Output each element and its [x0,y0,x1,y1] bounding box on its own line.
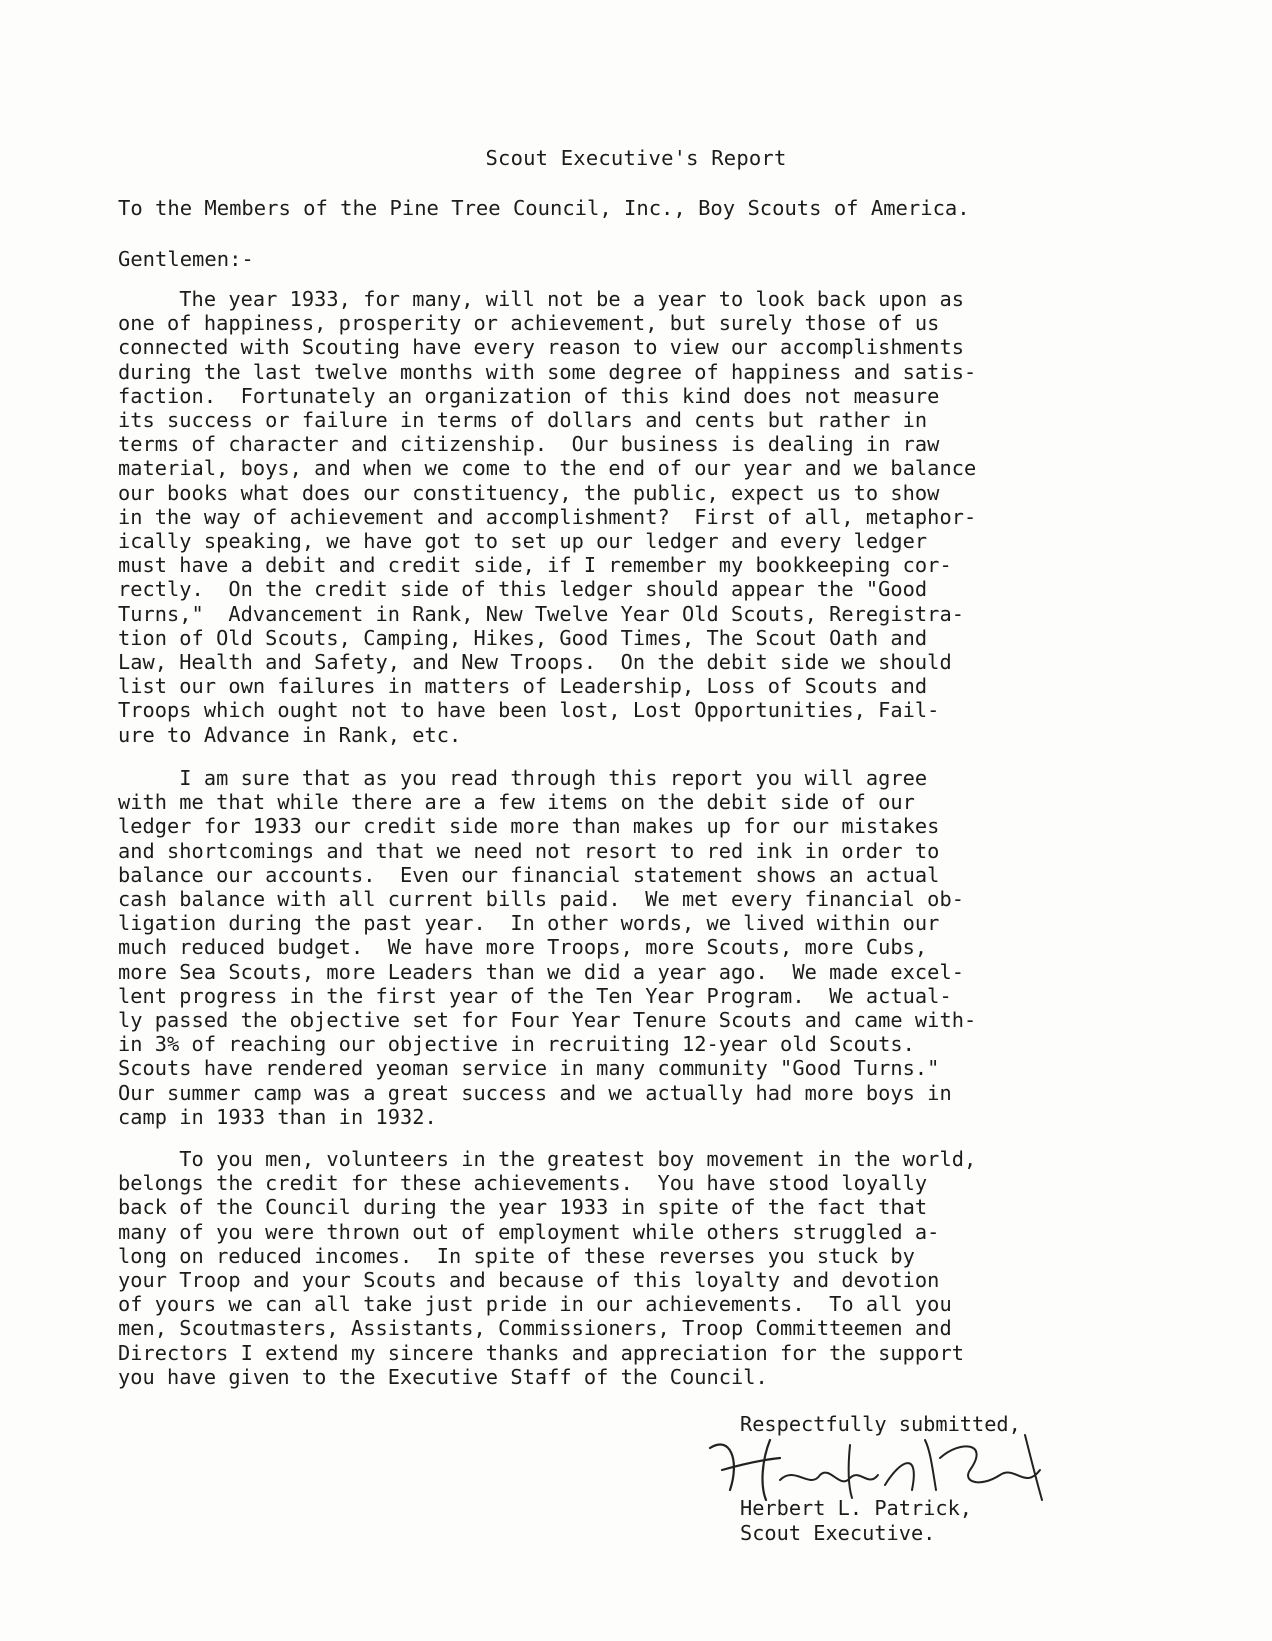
paragraph-1: The year 1933, for many, will not be a year to look back upon as one of happiness, prosperity or achievement, but surely those of us connected with Scouting have every reason to view our accomplishments during the last twelve months with some degree of happiness and satis- faction. Fortunately an organization of this kind does not measure its success or failure in terms of dollars and cents but rather in terms of character and citizenship. Our business is dealing in raw material, boys, and when we come to the end of our year and we balance our books what does our constituency, the public, expect us to show in the way of achievement and accomplishment? First of all, metaphor- ically speaking, we have got to set up our ledger and every ledger must have a debit and credit side, if I remember my bookkeeping cor- rectly. On the credit side of this ledger should appear the "Good Turns," Advancement in Rank, New Twelve Year Old Scouts, Reregistra- tion of Old Scouts, Camping, Hikes, Good Times, The Scout Oath and Law, Health and Safety, and New Troops. On the debit side we should list our own failures in matters of Leadership, Loss of Scouts and Troops which ought not to have been lost, Lost Opportunities, Fail- ure to Advance in Rank, etc. [118,287,977,747]
addressee-line: To the Members of the Pine Tree Council, Inc., Boy Scouts of America. [118,196,970,220]
signature-block [740,1496,972,1546]
signer-name: Herbert L. Patrick, [740,1496,972,1520]
document-title: Scout Executive's Report [485,146,787,170]
paragraph-2: I am sure that as you read through this report you will agree with me that while there are a few items on the debit side of our ledger for 1933 our credit side more than makes up for our mistakes and shortcomings and that we need not resort to red ink in order to balance our accounts. Even our financial statement shows an actual cash balance with all current bills paid. We met every financial ob- ligation during the past year. In other words, we lived within our much reduced budget. We have more Troops, more Scouts, more Cubs, more Sea Scouts, more Leaders than we did a year ago. We made excel- lent progress in the first year of the Ten Year Program. We actual- ly passed the objective set for Four Year Tenure Scouts and came with- in 3% of reaching our objective in recruiting 12-year old Scouts. Scouts have rendered yeoman service in many community "Good Turns." Our summer camp was a great success and we actually had more boys in camp in 1933 than in 1932. [118,766,977,1129]
paragraph-3: To you men, volunteers in the greatest boy movement in the world, belongs the credit for these achievements. You have stood loyally back of the Council during the year 1933 in spite of the fact that many of you were thrown out of employment while others struggled a- long on reduced incomes. In spite of these reverses you stuck by your Troop and your Scouts and because of this loyalty and devotion of yours we can all take just pride in our achievements. To all you men, Scoutmasters, Assistants, Commissioners, Troop Committeemen and Directors I extend my sincere thanks and appreciation for the support you have given to the Executive Staff of the Council. [118,1147,977,1389]
signer-title: Scout Executive. [740,1521,936,1545]
closing-line: Respectfully submitted, [740,1412,1021,1436]
salutation: Gentlemen:- [118,247,254,271]
